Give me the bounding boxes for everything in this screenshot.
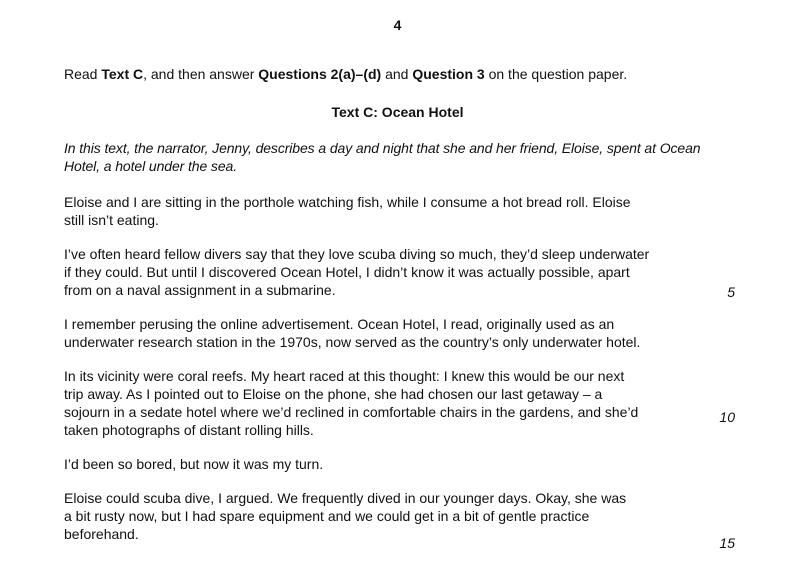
- passage-line: I remember perusing the online advertisement. Ocean Hotel, I read, originally used as an: [64, 316, 615, 332]
- passage-line: if they could. But until I discovered Ocean Hotel, I didn’t know it was actually possible, apart: [64, 264, 630, 280]
- line-number: 10: [719, 409, 735, 425]
- paragraph: [64, 489, 656, 543]
- passage-line: still isn’t eating.: [64, 212, 159, 228]
- question3-reference: Question 3: [412, 66, 485, 82]
- instruction: [64, 66, 627, 82]
- instruction-part2: , and then answer: [143, 66, 259, 82]
- instruction-part3: and: [381, 66, 413, 82]
- passage-line: taken photographs of distant rolling hills.: [64, 422, 314, 438]
- passage-line: I’d been so bored, but now it was my turn.: [64, 456, 324, 472]
- instruction-part4: on the question paper.: [484, 66, 628, 82]
- paragraph: [64, 455, 656, 473]
- intro-text: In this text, the narrator, Jenny, describes a day and night that she and her friend, Eloise, spent at Ocean Hotel, a hotel under the sea.: [64, 140, 701, 174]
- passage-line: from on a naval assignment in a submarine.: [64, 282, 336, 298]
- instruction-part1: Read: [64, 66, 102, 82]
- text-reference: Text C: [101, 66, 144, 82]
- line-number: 5: [727, 284, 735, 300]
- passage-line: underwater research station in the 1970s, now served as the country’s only underwater hotel.: [64, 334, 641, 350]
- page-number: 4: [393, 17, 402, 33]
- passage: [64, 193, 656, 559]
- passage-line: I’ve often heard fellow divers say that they love scuba diving so much, they’d sleep underwater: [64, 246, 650, 262]
- line-number: 15: [719, 535, 735, 551]
- passage-line: In its vicinity were coral reefs. My heart raced at this thought: I knew this would be our next: [64, 368, 625, 384]
- text-title: Text C: Ocean Hotel: [331, 104, 464, 120]
- passage-line: beforehand.: [64, 526, 139, 542]
- passage-line: Eloise could scuba dive, I argued. We frequently dived in our younger days. Okay, she was: [64, 490, 627, 506]
- passage-line: trip away. As I pointed out to Eloise on the phone, she had chosen our last getaway – a: [64, 386, 603, 402]
- passage-line: a bit rusty now, but I had spare equipment and we could get in a bit of gentle practice: [64, 508, 590, 524]
- paragraph: [64, 367, 656, 439]
- paragraph: [64, 193, 656, 229]
- paragraph: [64, 245, 656, 299]
- paragraph: [64, 315, 656, 351]
- questions-reference: Questions 2(a)–(d): [258, 66, 382, 82]
- passage-line: sojourn in a sedate hotel where we’d reclined in comfortable chairs in the gardens, and she’d: [64, 404, 639, 420]
- passage-line: Eloise and I are sitting in the porthole watching fish, while I consume a hot bread roll. Eloise: [64, 194, 631, 210]
